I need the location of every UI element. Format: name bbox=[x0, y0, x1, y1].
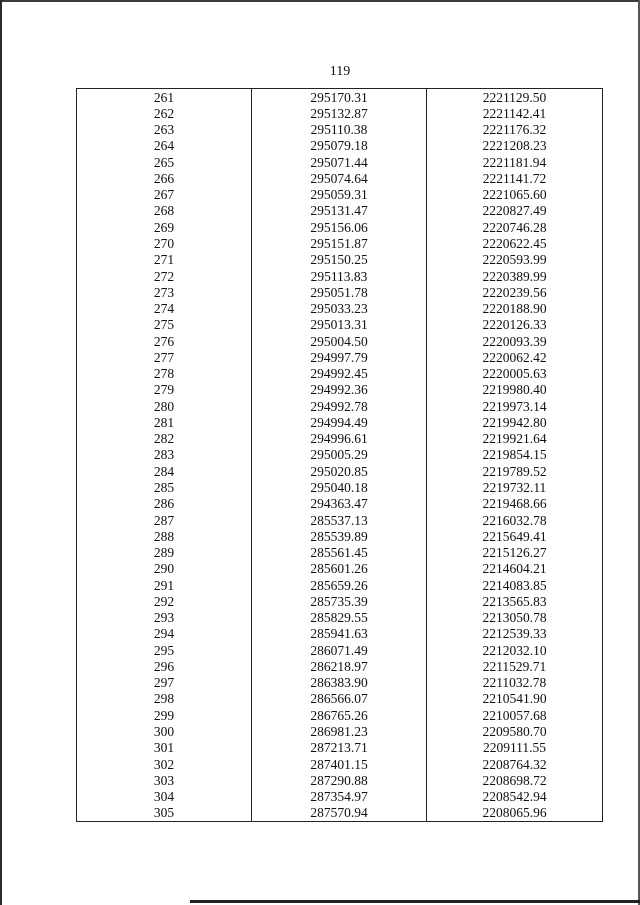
table-row bbox=[77, 642, 603, 658]
table-row bbox=[77, 512, 603, 528]
point-number-cell: 287 bbox=[77, 512, 252, 528]
x-coordinate-cell: 295013.31 bbox=[252, 317, 427, 333]
point-number-cell: 261 bbox=[77, 89, 252, 106]
x-coordinate-cell: 295131.47 bbox=[252, 203, 427, 219]
table-row bbox=[77, 561, 603, 577]
table-row bbox=[77, 122, 603, 138]
y-coordinate-cell: 2210541.90 bbox=[427, 691, 603, 707]
y-coordinate-cell: 2220593.99 bbox=[427, 252, 603, 268]
table-row bbox=[77, 723, 603, 739]
y-coordinate-cell: 2219789.52 bbox=[427, 463, 603, 479]
point-number-cell: 295 bbox=[77, 642, 252, 658]
x-coordinate-cell: 295150.25 bbox=[252, 252, 427, 268]
x-coordinate-cell: 295113.83 bbox=[252, 268, 427, 284]
point-number-cell: 294 bbox=[77, 626, 252, 642]
point-number-cell: 282 bbox=[77, 431, 252, 447]
x-coordinate-cell: 286981.23 bbox=[252, 723, 427, 739]
x-coordinate-cell: 287213.71 bbox=[252, 740, 427, 756]
point-number-cell: 268 bbox=[77, 203, 252, 219]
y-coordinate-cell: 2219854.15 bbox=[427, 447, 603, 463]
coordinates-table-body bbox=[77, 89, 603, 822]
x-coordinate-cell: 295033.23 bbox=[252, 300, 427, 316]
x-coordinate-cell: 295079.18 bbox=[252, 138, 427, 154]
y-coordinate-cell: 2219942.80 bbox=[427, 414, 603, 430]
y-coordinate-cell: 2213565.83 bbox=[427, 593, 603, 609]
x-coordinate-cell: 285659.26 bbox=[252, 577, 427, 593]
y-coordinate-cell: 2212032.10 bbox=[427, 642, 603, 658]
table-row bbox=[77, 187, 603, 203]
y-coordinate-cell: 2213050.78 bbox=[427, 610, 603, 626]
point-number-cell: 302 bbox=[77, 756, 252, 772]
x-coordinate-cell: 285735.39 bbox=[252, 593, 427, 609]
page-number: 119 bbox=[329, 64, 351, 79]
point-number-cell: 288 bbox=[77, 528, 252, 544]
x-coordinate-cell: 295004.50 bbox=[252, 333, 427, 349]
point-number-cell: 266 bbox=[77, 170, 252, 186]
table-row bbox=[77, 219, 603, 235]
x-coordinate-cell: 285601.26 bbox=[252, 561, 427, 577]
table-row bbox=[77, 577, 603, 593]
y-coordinate-cell: 2221141.72 bbox=[427, 170, 603, 186]
y-coordinate-cell: 2220126.33 bbox=[427, 317, 603, 333]
y-coordinate-cell: 2220062.42 bbox=[427, 349, 603, 365]
point-number-cell: 284 bbox=[77, 463, 252, 479]
x-coordinate-cell: 287401.15 bbox=[252, 756, 427, 772]
x-coordinate-cell: 295059.31 bbox=[252, 187, 427, 203]
y-coordinate-cell: 2220827.49 bbox=[427, 203, 603, 219]
table-row bbox=[77, 366, 603, 382]
x-coordinate-cell: 294996.61 bbox=[252, 431, 427, 447]
y-coordinate-cell: 2221181.94 bbox=[427, 154, 603, 170]
table-row bbox=[77, 300, 603, 316]
table-row bbox=[77, 89, 603, 106]
table-row bbox=[77, 463, 603, 479]
table-row bbox=[77, 105, 603, 121]
point-number-cell: 303 bbox=[77, 772, 252, 788]
y-coordinate-cell: 2214604.21 bbox=[427, 561, 603, 577]
table-row bbox=[77, 235, 603, 251]
y-coordinate-cell: 2215649.41 bbox=[427, 528, 603, 544]
point-number-cell: 269 bbox=[77, 219, 252, 235]
x-coordinate-cell: 287354.97 bbox=[252, 788, 427, 804]
x-coordinate-cell: 286765.26 bbox=[252, 707, 427, 723]
point-number-cell: 300 bbox=[77, 723, 252, 739]
point-number-cell: 299 bbox=[77, 707, 252, 723]
point-number-cell: 289 bbox=[77, 544, 252, 560]
x-coordinate-cell: 285829.55 bbox=[252, 610, 427, 626]
x-coordinate-cell: 295110.38 bbox=[252, 122, 427, 138]
point-number-cell: 293 bbox=[77, 610, 252, 626]
y-coordinate-cell: 2220005.63 bbox=[427, 366, 603, 382]
table-row bbox=[77, 756, 603, 772]
point-number-cell: 264 bbox=[77, 138, 252, 154]
y-coordinate-cell: 2209580.70 bbox=[427, 723, 603, 739]
table-row bbox=[77, 349, 603, 365]
point-number-cell: 272 bbox=[77, 268, 252, 284]
y-coordinate-cell: 2211032.78 bbox=[427, 675, 603, 691]
point-number-cell: 263 bbox=[77, 122, 252, 138]
x-coordinate-cell: 294992.78 bbox=[252, 398, 427, 414]
table-row bbox=[77, 284, 603, 300]
point-number-cell: 271 bbox=[77, 252, 252, 268]
x-coordinate-cell: 294363.47 bbox=[252, 496, 427, 512]
point-number-cell: 267 bbox=[77, 187, 252, 203]
y-coordinate-cell: 2209111.55 bbox=[427, 740, 603, 756]
table-row bbox=[77, 610, 603, 626]
x-coordinate-cell: 286218.97 bbox=[252, 658, 427, 674]
y-coordinate-cell: 2221176.32 bbox=[427, 122, 603, 138]
x-coordinate-cell: 287570.94 bbox=[252, 805, 427, 822]
table-row bbox=[77, 398, 603, 414]
x-coordinate-cell: 295170.31 bbox=[252, 89, 427, 106]
point-number-cell: 274 bbox=[77, 300, 252, 316]
table-row bbox=[77, 788, 603, 804]
y-coordinate-cell: 2221142.41 bbox=[427, 105, 603, 121]
point-number-cell: 305 bbox=[77, 805, 252, 822]
table-row bbox=[77, 740, 603, 756]
y-coordinate-cell: 2219468.66 bbox=[427, 496, 603, 512]
table-row bbox=[77, 479, 603, 495]
x-coordinate-cell: 295020.85 bbox=[252, 463, 427, 479]
point-number-cell: 297 bbox=[77, 675, 252, 691]
table-row bbox=[77, 544, 603, 560]
table-row bbox=[77, 707, 603, 723]
table-row bbox=[77, 252, 603, 268]
point-number-cell: 276 bbox=[77, 333, 252, 349]
table-row bbox=[77, 447, 603, 463]
x-coordinate-cell: 294992.36 bbox=[252, 382, 427, 398]
y-coordinate-cell: 2208065.96 bbox=[427, 805, 603, 822]
y-coordinate-cell: 2214083.85 bbox=[427, 577, 603, 593]
point-number-cell: 281 bbox=[77, 414, 252, 430]
x-coordinate-cell: 295005.29 bbox=[252, 447, 427, 463]
y-coordinate-cell: 2220622.45 bbox=[427, 235, 603, 251]
point-number-cell: 296 bbox=[77, 658, 252, 674]
table-row bbox=[77, 382, 603, 398]
x-coordinate-cell: 285561.45 bbox=[252, 544, 427, 560]
table-row bbox=[77, 154, 603, 170]
point-number-cell: 280 bbox=[77, 398, 252, 414]
y-coordinate-cell: 2219973.14 bbox=[427, 398, 603, 414]
table-row bbox=[77, 333, 603, 349]
table-row bbox=[77, 203, 603, 219]
coordinates-table bbox=[76, 88, 603, 822]
point-number-cell: 279 bbox=[77, 382, 252, 398]
table-row bbox=[77, 691, 603, 707]
table-row bbox=[77, 805, 603, 822]
x-coordinate-cell: 286383.90 bbox=[252, 675, 427, 691]
scan-edge-bottom bbox=[190, 900, 640, 903]
point-number-cell: 291 bbox=[77, 577, 252, 593]
table-row bbox=[77, 658, 603, 674]
x-coordinate-cell: 294994.49 bbox=[252, 414, 427, 430]
x-coordinate-cell: 294992.45 bbox=[252, 366, 427, 382]
table-row bbox=[77, 317, 603, 333]
y-coordinate-cell: 2221129.50 bbox=[427, 89, 603, 106]
point-number-cell: 265 bbox=[77, 154, 252, 170]
table-row bbox=[77, 528, 603, 544]
table-row bbox=[77, 170, 603, 186]
y-coordinate-cell: 2211529.71 bbox=[427, 658, 603, 674]
y-coordinate-cell: 2220746.28 bbox=[427, 219, 603, 235]
table-row bbox=[77, 675, 603, 691]
x-coordinate-cell: 295051.78 bbox=[252, 284, 427, 300]
table-row bbox=[77, 772, 603, 788]
x-coordinate-cell: 285539.89 bbox=[252, 528, 427, 544]
table-row bbox=[77, 496, 603, 512]
y-coordinate-cell: 2221208.23 bbox=[427, 138, 603, 154]
y-coordinate-cell: 2210057.68 bbox=[427, 707, 603, 723]
y-coordinate-cell: 2208542.94 bbox=[427, 788, 603, 804]
point-number-cell: 298 bbox=[77, 691, 252, 707]
point-number-cell: 278 bbox=[77, 366, 252, 382]
x-coordinate-cell: 295040.18 bbox=[252, 479, 427, 495]
point-number-cell: 292 bbox=[77, 593, 252, 609]
table-row bbox=[77, 414, 603, 430]
point-number-cell: 273 bbox=[77, 284, 252, 300]
point-number-cell: 290 bbox=[77, 561, 252, 577]
x-coordinate-cell: 286566.07 bbox=[252, 691, 427, 707]
x-coordinate-cell: 294997.79 bbox=[252, 349, 427, 365]
x-coordinate-cell: 285941.63 bbox=[252, 626, 427, 642]
y-coordinate-cell: 2208698.72 bbox=[427, 772, 603, 788]
x-coordinate-cell: 295074.64 bbox=[252, 170, 427, 186]
table-row bbox=[77, 138, 603, 154]
x-coordinate-cell: 295132.87 bbox=[252, 105, 427, 121]
y-coordinate-cell: 2215126.27 bbox=[427, 544, 603, 560]
point-number-cell: 275 bbox=[77, 317, 252, 333]
y-coordinate-cell: 2219732.11 bbox=[427, 479, 603, 495]
table-row bbox=[77, 626, 603, 642]
point-number-cell: 301 bbox=[77, 740, 252, 756]
x-coordinate-cell: 295071.44 bbox=[252, 154, 427, 170]
y-coordinate-cell: 2219980.40 bbox=[427, 382, 603, 398]
y-coordinate-cell: 2220093.39 bbox=[427, 333, 603, 349]
point-number-cell: 283 bbox=[77, 447, 252, 463]
point-number-cell: 286 bbox=[77, 496, 252, 512]
y-coordinate-cell: 2221065.60 bbox=[427, 187, 603, 203]
point-number-cell: 270 bbox=[77, 235, 252, 251]
x-coordinate-cell: 286071.49 bbox=[252, 642, 427, 658]
y-coordinate-cell: 2220188.90 bbox=[427, 300, 603, 316]
x-coordinate-cell: 287290.88 bbox=[252, 772, 427, 788]
y-coordinate-cell: 2212539.33 bbox=[427, 626, 603, 642]
y-coordinate-cell: 2220389.99 bbox=[427, 268, 603, 284]
y-coordinate-cell: 2216032.78 bbox=[427, 512, 603, 528]
x-coordinate-cell: 285537.13 bbox=[252, 512, 427, 528]
y-coordinate-cell: 2220239.56 bbox=[427, 284, 603, 300]
scan-edge-left bbox=[0, 0, 2, 905]
point-number-cell: 262 bbox=[77, 105, 252, 121]
x-coordinate-cell: 295151.87 bbox=[252, 235, 427, 251]
table-row bbox=[77, 431, 603, 447]
table-row bbox=[77, 593, 603, 609]
table-row bbox=[77, 268, 603, 284]
scan-edge-top bbox=[0, 0, 640, 2]
y-coordinate-cell: 2219921.64 bbox=[427, 431, 603, 447]
y-coordinate-cell: 2208764.32 bbox=[427, 756, 603, 772]
point-number-cell: 304 bbox=[77, 788, 252, 804]
point-number-cell: 285 bbox=[77, 479, 252, 495]
point-number-cell: 277 bbox=[77, 349, 252, 365]
x-coordinate-cell: 295156.06 bbox=[252, 219, 427, 235]
